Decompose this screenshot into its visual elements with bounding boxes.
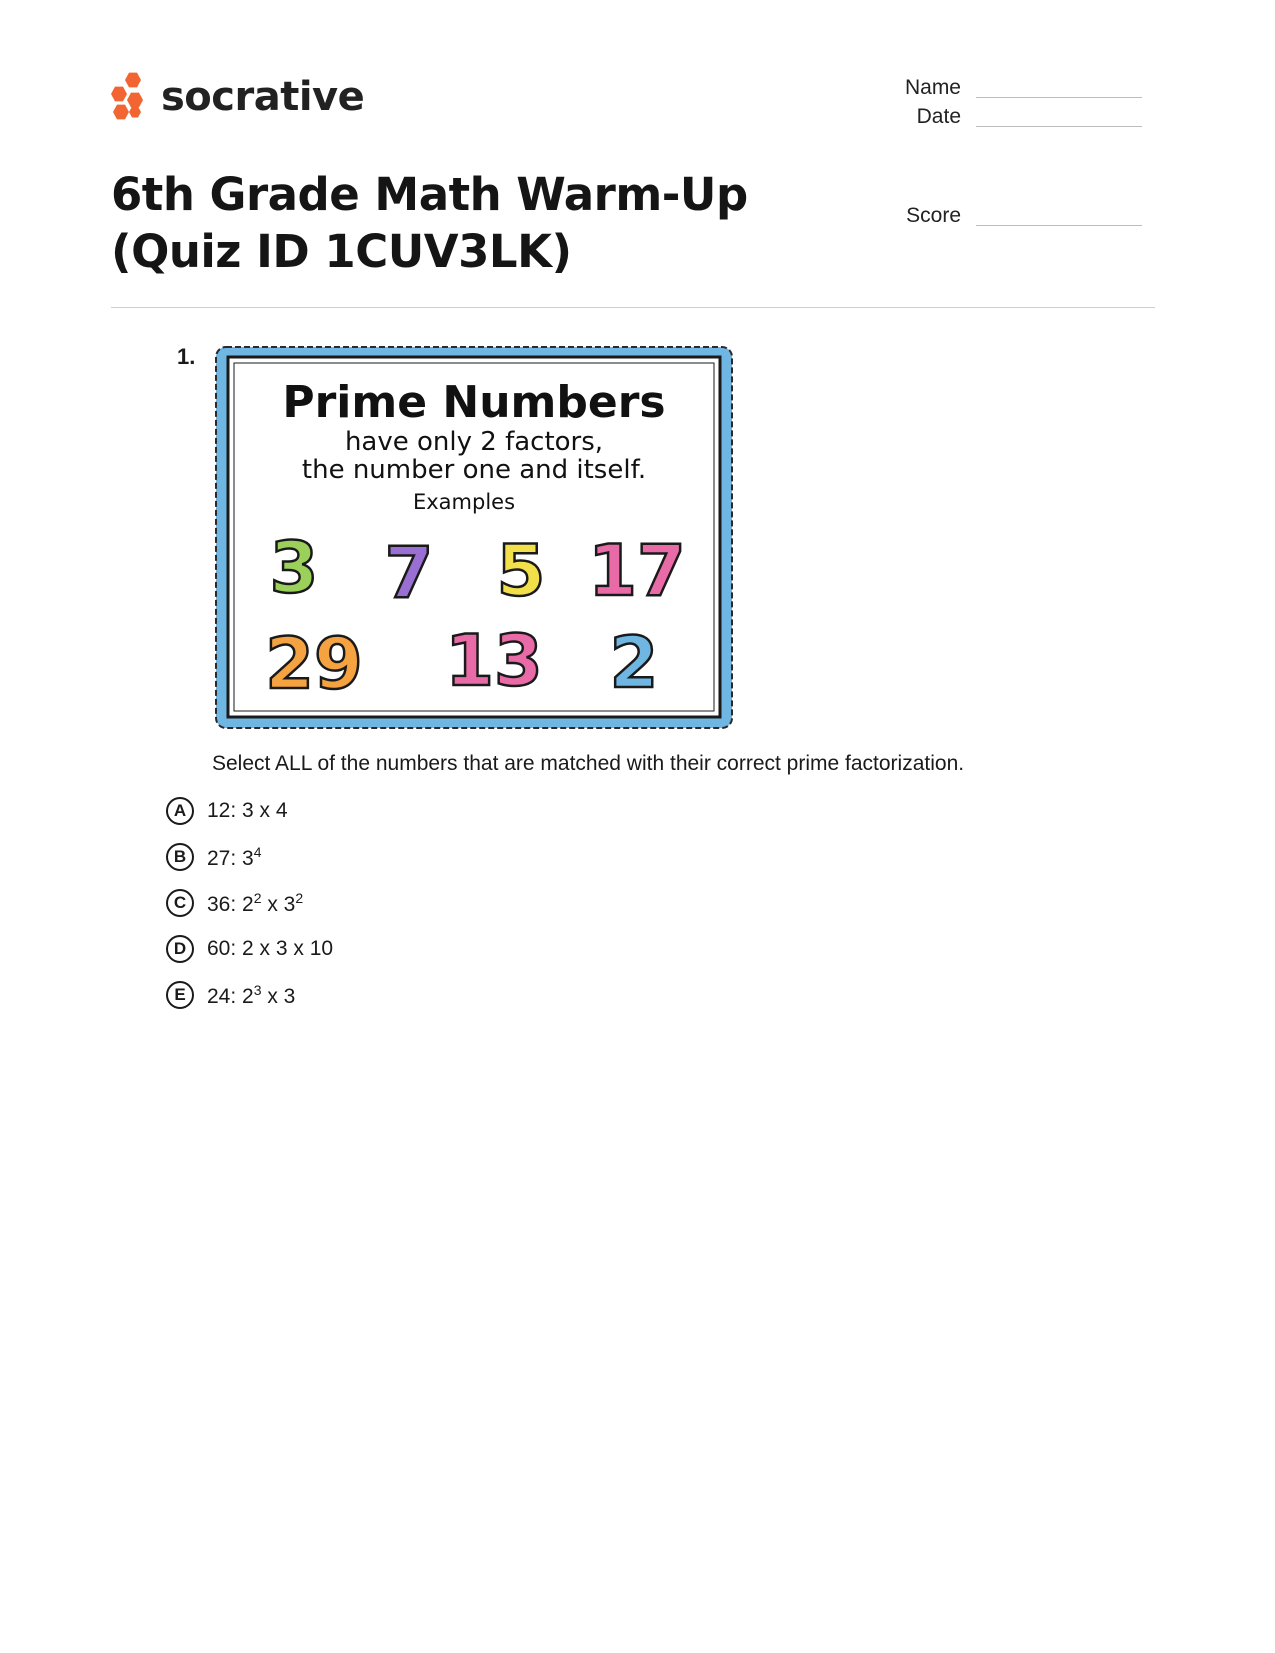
answer-options	[166, 788, 333, 1018]
option-letter-badge[interactable]: E	[166, 981, 194, 1009]
option-letter-badge[interactable]: C	[166, 889, 194, 917]
brand-name: socrative	[161, 74, 365, 120]
date-label: Date	[916, 105, 961, 128]
option-e[interactable]	[166, 972, 333, 1018]
prime-numbers-poster-image	[214, 345, 734, 730]
poster-example-13: 13	[445, 620, 543, 702]
poster-example-17: 17	[588, 530, 686, 612]
poster-line1: have only 2 factors,	[344, 427, 604, 457]
option-a[interactable]	[166, 788, 333, 834]
option-d[interactable]	[166, 926, 333, 972]
option-c-text: 36: $2^2$ x $3^2$	[207, 889, 304, 916]
poster-example-2: 2	[609, 622, 659, 704]
option-d-text: 60: 2 x 3 x 10	[207, 937, 334, 960]
option-a-text: 12: 3 x 4	[207, 799, 288, 822]
option-c[interactable]	[166, 880, 333, 926]
option-e-text: 24: $2^3$ x 3	[207, 981, 296, 1008]
socrative-logo	[111, 72, 364, 122]
date-field[interactable]	[873, 105, 1142, 129]
option-letter-badge[interactable]: A	[166, 797, 194, 825]
score-label: Score	[906, 204, 961, 227]
header-divider	[111, 307, 1155, 308]
question-number: 1.	[177, 344, 196, 369]
poster-example-7: 7	[384, 532, 434, 614]
name-field[interactable]	[873, 76, 1142, 100]
poster-heading: Prime Numbers	[282, 377, 666, 428]
poster-examples-label: Examples	[412, 490, 516, 514]
question-prompt: Select ALL of the numbers that are matched with their correct prime factorization.	[212, 752, 965, 775]
socrative-hexagon-logo-icon	[111, 72, 151, 122]
option-b[interactable]	[166, 834, 333, 880]
poster-example-3: 3	[269, 527, 319, 609]
poster-line2: the number one and itself.	[301, 455, 647, 485]
name-line[interactable]	[976, 96, 1142, 98]
score-field[interactable]	[873, 204, 1142, 228]
score-line[interactable]	[976, 224, 1142, 226]
page-title: 6th Grade Math Warm-Up (Quiz ID 1CUV3LK)	[111, 168, 748, 278]
option-letter-badge[interactable]: D	[166, 935, 194, 963]
poster-example-5: 5	[496, 530, 546, 612]
option-b-text: 27: $3^4$	[207, 843, 262, 870]
name-label: Name	[904, 76, 961, 99]
date-line[interactable]	[976, 125, 1142, 127]
poster-example-29: 29	[265, 623, 363, 705]
option-letter-badge[interactable]: B	[166, 843, 194, 871]
